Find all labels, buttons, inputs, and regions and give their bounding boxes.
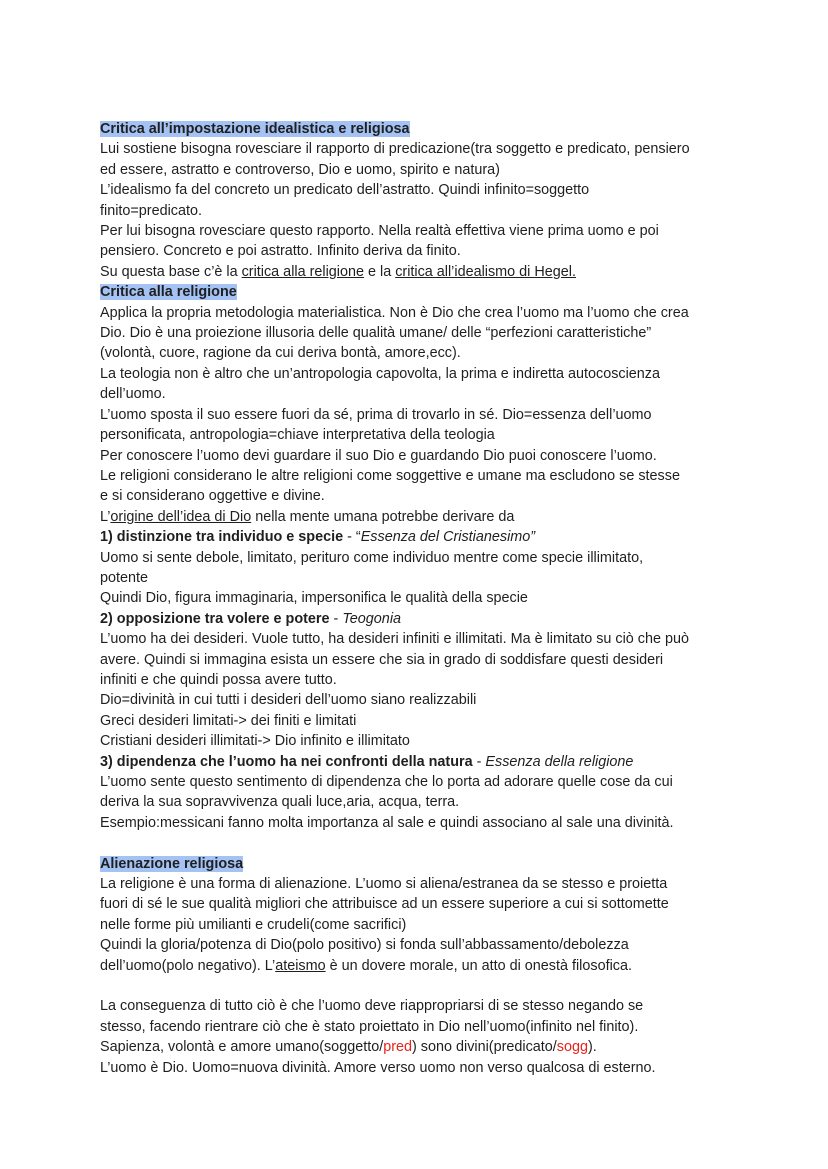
point-separator: - “ bbox=[343, 529, 361, 546]
point-heading bbox=[100, 752, 788, 772]
point-separator: - bbox=[329, 610, 343, 627]
text-fragment: Su questa base c’è la bbox=[100, 263, 242, 280]
point-separator: - bbox=[472, 753, 486, 770]
point-title: ) distinzione tra individuo e specie bbox=[108, 529, 344, 546]
section-heading bbox=[100, 854, 788, 874]
point-work: Teogonia bbox=[342, 610, 402, 627]
text-line: Esempio:messicani fanno molta importanza al sale e quindi associano al sale una divinità. bbox=[100, 814, 674, 831]
text-fragment: dell’uomo(polo negativo). L’ bbox=[100, 957, 276, 974]
text-line: (volontà, cuore, ragione da cui deriva bontà, amore,ecc). bbox=[100, 345, 461, 362]
text-line: Greci desideri limitati-> dei finiti e limitati bbox=[100, 712, 357, 729]
text-line: e si considerano oggettive e divine. bbox=[100, 488, 325, 505]
text-line: finito=predicato. bbox=[100, 202, 202, 219]
text-line: Applica la propria metodologia materialistica. Non è Dio che crea l’uomo ma l’uomo che crea bbox=[100, 304, 689, 321]
text-line: Quindi Dio, figura immaginaria, impersonifica le qualità della specie bbox=[100, 590, 528, 607]
text-line: personificata, antropologia=chiave interpretativa della teologia bbox=[100, 427, 495, 444]
text-line bbox=[100, 507, 788, 527]
text-line: Uomo si sente debole, limitato, perituro come individuo mentre come specie illimitato, bbox=[100, 549, 644, 566]
text-line: Dio. Dio è una proiezione illusoria delle qualità umane/ delle “perfezioni caratteristiche” bbox=[100, 325, 652, 342]
text-fragment: ). bbox=[588, 1039, 597, 1056]
text-line: deriva la sua sopravvivenza quali luce,aria, acqua, terra. bbox=[100, 794, 460, 811]
text-line: fuori di sé le sue qualità migliori che attribuisce ad un essere superiore a cui si sottomette bbox=[100, 896, 669, 913]
section-heading bbox=[100, 119, 788, 139]
text-line: L’uomo sposta il suo essere fuori da sé, prima di trovarlo in sé. Dio=essenza dell’uomo bbox=[100, 406, 652, 423]
text-line: ed essere, astratto e controverso, Dio e uomo, spirito e natura) bbox=[100, 161, 500, 178]
heading-religion-critique: Critica alla religione bbox=[100, 284, 237, 301]
text-line bbox=[100, 262, 788, 282]
text-line: La teologia non è altro che un’antropologia capovolta, la prima e indiretta autocoscienza bbox=[100, 365, 661, 382]
text-fragment: e la bbox=[364, 263, 396, 280]
heading-idealism: Critica all’impostazione idealistica e religiosa bbox=[100, 121, 410, 137]
point-heading bbox=[100, 527, 788, 547]
text-line: L’idealismo fa del concreto un predicato dell’astratto. Quindi infinito=soggetto bbox=[100, 182, 590, 199]
text-fragment: nella mente umana potrebbe derivare da bbox=[251, 508, 515, 525]
underlined-critica-religione: critica alla religione bbox=[241, 263, 364, 280]
red-pred: pred bbox=[383, 1039, 413, 1056]
point-number: 1 bbox=[100, 529, 109, 546]
text-line: nelle forme più umilianti e crudeli(come sacrifici) bbox=[100, 916, 407, 933]
blank-line bbox=[100, 833, 788, 853]
red-sogg: sogg bbox=[556, 1039, 589, 1056]
heading-alienation: Alienazione religiosa bbox=[100, 855, 244, 872]
underlined-critica-hegel: critica all’idealismo di Hegel. bbox=[395, 263, 576, 280]
text-line: Le religioni considerano le altre religioni come soggettive e umane ma escludono se stesse bbox=[100, 467, 680, 484]
text-fragment: L’ bbox=[100, 508, 111, 525]
text-line: pensiero. Concreto e poi astratto. Infinito deriva da finito. bbox=[100, 243, 461, 260]
point-title: ) opposizione tra volere e potere bbox=[108, 610, 330, 627]
text-line: L’uomo ha dei desideri. Vuole tutto, ha desideri infiniti e illimitati. Ma è limitato su ciò che può bbox=[100, 631, 689, 648]
point-number: 3 bbox=[100, 753, 109, 770]
text-line: Lui sostiene bisogna rovesciare il rapporto di predicazione(tra soggetto e predicato, pensiero bbox=[100, 141, 690, 158]
text-fragment: ) sono divini(predicato/ bbox=[412, 1039, 557, 1056]
section-heading bbox=[100, 282, 788, 302]
text-line: La conseguenza di tutto ciò è che l’uomo deve riappropriarsi di se stesso negando se bbox=[100, 998, 644, 1015]
text-line: avere. Quindi si immagina esista un essere che sia in grado di soddisfare questi desideri bbox=[100, 651, 664, 668]
text-line: L’uomo è Dio. Uomo=nuova divinità. Amore verso uomo non verso qualcosa di esterno. bbox=[100, 1059, 656, 1076]
text-line: Quindi la gloria/potenza di Dio(polo positivo) si fonda sull’abbassamento/debolezza bbox=[100, 937, 629, 954]
text-fragment: Sapienza, volontà e amore umano(soggetto/ bbox=[100, 1039, 384, 1056]
text-line: Per lui bisogna rovesciare questo rapporto. Nella realtà effettiva viene prima uomo e poi bbox=[100, 223, 659, 240]
point-title: ) dipendenza che l’uomo ha nei confronti della natura bbox=[108, 753, 473, 770]
text-line: La religione è una forma di alienazione. L’uomo si aliena/estranea da se stesso e proietta bbox=[100, 876, 668, 893]
text-line: Cristiani desideri illimitati-> Dio infinito e illimitato bbox=[100, 733, 410, 750]
point-number: 2 bbox=[100, 610, 109, 627]
text-line: infiniti e che quindi possa avere tutto. bbox=[100, 671, 337, 688]
blank-line bbox=[100, 976, 788, 996]
text-line bbox=[100, 1037, 788, 1057]
text-line: stesso, facendo rientrare ciò che è stato proiettato in Dio nell’uomo(infinito nel finito). bbox=[100, 1018, 639, 1035]
text-line: Dio=divinità in cui tutti i desideri dell’uomo siano realizzabili bbox=[100, 692, 477, 709]
text-line: Per conoscere l’uomo devi guardare il suo Dio e guardando Dio puoi conoscere l’uomo. bbox=[100, 447, 657, 464]
underlined-origin: origine dell’idea di Dio bbox=[110, 508, 252, 525]
text-line: dell’uomo. bbox=[100, 386, 166, 403]
point-work: Essenza della religione bbox=[485, 753, 634, 770]
point-work: Essenza del Cristianesimo” bbox=[360, 529, 536, 546]
text-line: L’uomo sente questo sentimento di dipendenza che lo porta ad adorare quelle cose da cui bbox=[100, 774, 673, 790]
text-line: potente bbox=[100, 569, 149, 586]
point-heading bbox=[100, 609, 788, 629]
text-line bbox=[100, 956, 788, 976]
underlined-ateismo: ateismo bbox=[275, 957, 326, 974]
text-fragment: è un dovere morale, un atto di onestà filosofica. bbox=[325, 957, 632, 974]
